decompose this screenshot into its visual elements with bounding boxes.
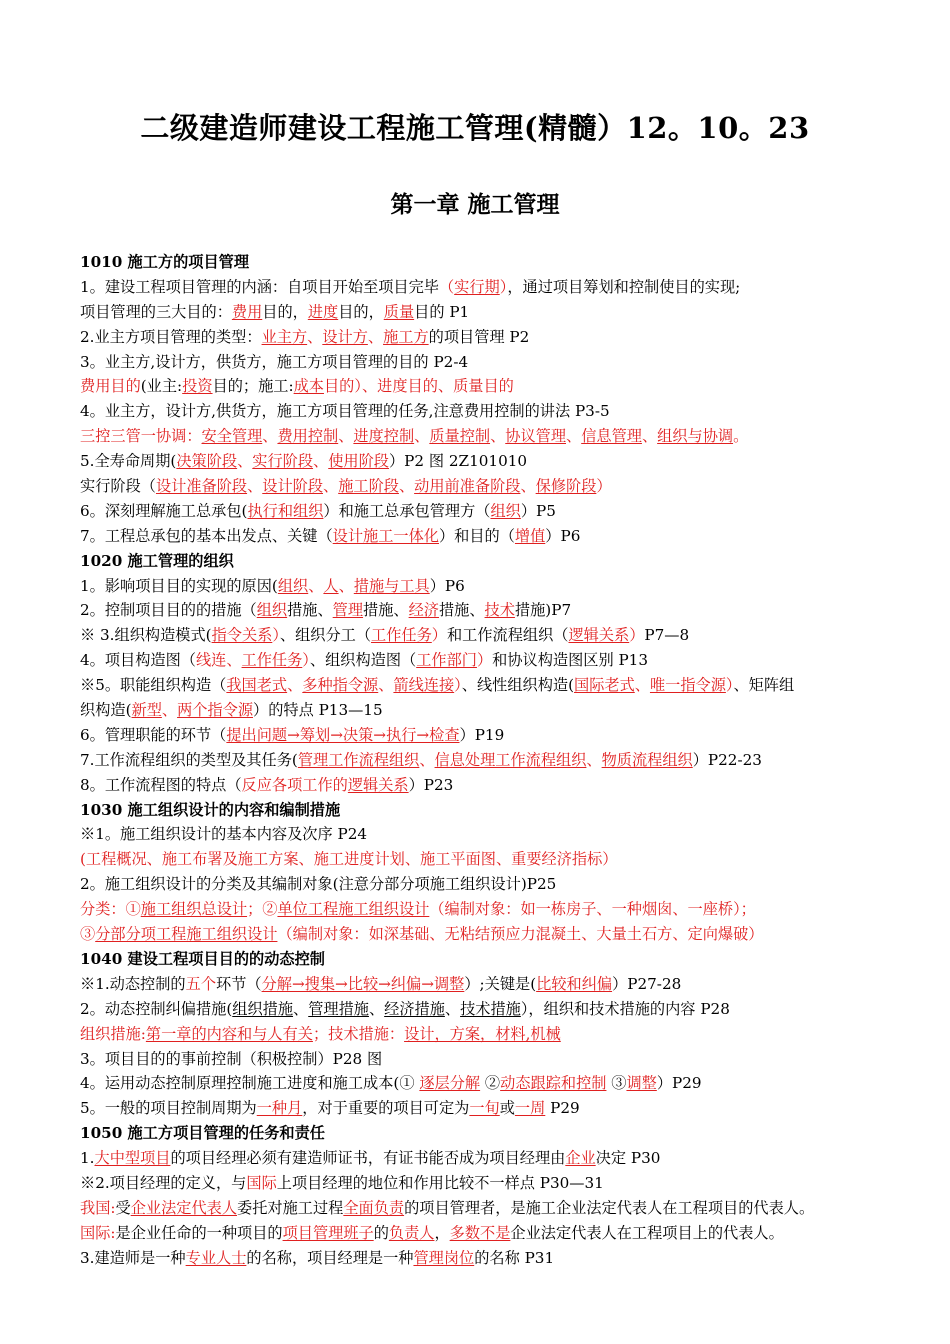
highlight-text: 、 [641, 427, 658, 446]
text-segment: P29 [545, 1099, 580, 1118]
highlight-text: 费用控制 [277, 427, 339, 446]
highlight-text: 负责人 [388, 1223, 435, 1242]
text-segment: 的名称 P31 [474, 1248, 555, 1267]
highlight-text: 设计准备阶段 [155, 477, 248, 496]
text-segment: 的项目管理 P2 [428, 327, 530, 346]
highlight-text: 专业人士 [185, 1248, 247, 1267]
highlight-text: ） [596, 477, 612, 496]
highlight-text: 企业 [565, 1149, 596, 1168]
document-title: 二级建造师建设工程施工管理(精髓）12。10。23 [140, 111, 810, 145]
text-segment: 环节（ [216, 974, 262, 993]
text-line [80, 350, 890, 375]
highlight-text: 设计阶段 [262, 477, 323, 496]
highlight-text: 五个 [185, 974, 216, 993]
text-line [80, 773, 890, 798]
highlight-text: 、 [226, 651, 242, 670]
text-segment: 措施、 [438, 601, 485, 620]
highlight-text: 设计施工一体化 [332, 526, 439, 545]
section-heading [80, 798, 890, 823]
highlight-text: 实行期 [454, 277, 500, 296]
text-line [80, 474, 890, 499]
text-segment: 1020 施工管理的组织 [80, 551, 234, 570]
text-line [80, 872, 890, 897]
text-segment: 的 [373, 1223, 389, 1242]
document-body [80, 250, 890, 1271]
highlight-text: 组织 [256, 601, 288, 620]
highlight-text: 国际老式 [574, 676, 635, 695]
text-segment: 3。项目目的的事前控制（积极控制）P28 图 [80, 1049, 383, 1068]
text-segment: 2。控制项目目的的措施（ [80, 601, 257, 620]
text-segment: 、 [444, 999, 461, 1018]
text-segment: 1030 施工组织设计的内容和编制措施 [80, 800, 341, 819]
highlight-text: 全面负责 [343, 1198, 405, 1217]
highlight-text: 项目管理班子 [282, 1223, 374, 1242]
text-segment: 1。影响项目目的实现的原因( [80, 576, 278, 595]
text-segment: ③ [606, 1074, 627, 1093]
highlight-text: 施工组织总设计 [140, 900, 248, 919]
text-segment: ）P27-28 [612, 974, 682, 993]
text-segment: 委托对施工过程 [237, 1198, 344, 1217]
highlight-text: 物质流程组织 [601, 750, 693, 769]
highlight-text: 、 [247, 477, 263, 496]
highlight-text: 管理 [332, 601, 364, 620]
text-segment: 4。运用动态控制原理控制施工进度和施工成本(① [80, 1074, 420, 1093]
highlight-text: 、 [262, 427, 278, 446]
text-segment: 的名称，项目经理是一种 [246, 1248, 414, 1267]
text-line [80, 972, 890, 997]
highlight-text: 进度控制 [353, 427, 415, 446]
text-segment: 织构造( [80, 701, 132, 720]
highlight-text: 组织与协调 [657, 427, 734, 446]
text-segment: 或 [499, 1099, 515, 1118]
highlight-text: 、 [308, 576, 324, 595]
text-segment: 1. [80, 1149, 95, 1168]
text-segment: 2.业主方项目管理的类型： [80, 327, 262, 346]
highlight-text: ） [499, 277, 508, 296]
text-line [80, 723, 890, 748]
text-segment: 管理措施 [308, 999, 369, 1018]
text-line [80, 997, 890, 1022]
highlight-text: 执行和组织 [247, 501, 324, 520]
highlight-text: 一周 [514, 1099, 546, 1118]
text-line [80, 673, 890, 698]
highlight-text: 措施与工具 [353, 576, 430, 595]
highlight-text: 分类：① [80, 900, 141, 919]
text-segment: 和工作流程组织（ [446, 626, 569, 645]
highlight-text: 信息管理 [581, 427, 642, 446]
text-segment: 的项目管理者，是施工企业法定代表人在工程项目的代表人。 [404, 1198, 815, 1217]
highlight-text: 组织 [277, 576, 309, 595]
highlight-text: 施工阶段 [338, 477, 399, 496]
text-segment: ）和目的（ [438, 526, 515, 545]
highlight-text: 协议管理 [505, 427, 566, 446]
highlight-text: 、 [287, 676, 303, 695]
highlight-text: 动用前准备阶段 [414, 477, 521, 496]
highlight-text: 一种月 [256, 1099, 303, 1118]
highlight-text: 设计，方案，材料,机械 [404, 1024, 561, 1043]
highlight-text: ③ [80, 925, 96, 944]
text-line [80, 1022, 890, 1047]
text-segment: ），组织和技术措施的内容 P28 [520, 999, 730, 1018]
text-segment: 目的， [262, 302, 308, 321]
highlight-text: ；技术措施： [312, 1024, 405, 1043]
text-segment: ）P6 [545, 526, 581, 545]
highlight-text: 实行阶段 [252, 452, 314, 471]
highlight-text: 使用阶段 [328, 452, 389, 471]
text-segment: ※ 3.组织构造模式( [80, 626, 212, 645]
highlight-text: 增值 [514, 526, 546, 545]
text-segment: 组织措施 [232, 999, 294, 1018]
text-line [80, 748, 890, 773]
text-segment: 的项目经理必须有建造师证书，有证书能否成为项目经理由 [170, 1149, 566, 1168]
text-segment: (业主: [140, 377, 183, 396]
highlight-text: 组织 [490, 501, 521, 520]
highlight-text: ） [272, 626, 280, 645]
text-segment: 6。管理职能的环节（ [80, 725, 227, 744]
highlight-text: 、 [490, 427, 506, 446]
text-segment: 3.建造师是一种 [80, 1248, 186, 1267]
highlight-text: 进度 [307, 302, 339, 321]
highlight-text: 三控三管一协调： [80, 427, 202, 446]
text-segment: 2。动态控制纠偏措施( [80, 999, 233, 1018]
highlight-text: 人 [323, 576, 339, 595]
text-line [80, 524, 890, 549]
text-segment: 、组织构造图（ [309, 651, 417, 670]
text-segment: 、线性组织构造( [461, 676, 575, 695]
text-line [80, 1171, 890, 1196]
text-segment: ）P23 [408, 775, 454, 794]
text-segment: 1。建设工程项目管理的内涵：自项目开始至项目完毕 [80, 277, 439, 296]
highlight-text: 分部分项工程施工组织设计 [95, 925, 278, 944]
text-line [80, 698, 890, 723]
highlight-text: 第一章的内容和与人有关 [145, 1024, 313, 1043]
highlight-text: 、 [367, 327, 384, 346]
text-segment: 措施、 [287, 601, 333, 620]
highlight-text: 指令关系 [211, 626, 273, 645]
highlight-text: 经济 [408, 601, 439, 620]
text-segment: 5.全寿命周期( [80, 452, 177, 471]
highlight-text: 国际: [80, 1223, 116, 1242]
text-segment: 2。施工组织设计的分类及其编制对象(注意分部分项施工组织设计)P25 [80, 875, 557, 894]
highlight-text: 成本 [293, 377, 324, 396]
highlight-text: 信息处理工作流程组织 [434, 750, 587, 769]
highlight-text: 质量控制 [429, 427, 491, 446]
highlight-text: 反应各项工作的 [241, 775, 348, 794]
highlight-text: 组织措施: [80, 1024, 146, 1043]
text-line [80, 648, 890, 673]
text-segment: ）P6 [429, 576, 465, 595]
text-line [80, 374, 890, 399]
text-line [80, 499, 890, 524]
highlight-text: ；② [247, 900, 278, 919]
text-line [80, 922, 890, 947]
highlight-text: 、进度目的、质量目的 [361, 377, 514, 396]
highlight-text: 逻辑关系 [568, 626, 630, 645]
text-line [80, 574, 890, 599]
text-segment: 措施、 [363, 601, 409, 620]
highlight-text: 、 [414, 427, 430, 446]
text-segment: ）P2 图 2Z101010 [388, 452, 528, 471]
highlight-text: 我国: [80, 1198, 116, 1217]
highlight-text: 保修阶段 [535, 477, 597, 496]
text-segment: 受 [115, 1198, 131, 1217]
text-line [80, 1196, 890, 1221]
text-segment: 决定 P30 [595, 1149, 661, 1168]
text-segment: 和协议构造图区别 P13 [492, 651, 649, 670]
highlight-text: 技术 [484, 601, 515, 620]
highlight-text: 费用目的 [80, 377, 141, 396]
highlight-text: （编制对象：如深基础、无粘结预应力混凝土、大量土石方、定向爆破） [277, 925, 764, 944]
text-segment: 目的 P1 [414, 302, 470, 321]
text-line [80, 1221, 890, 1246]
highlight-text: 、 [323, 477, 339, 496]
highlight-text: 唯一指令源 [649, 676, 726, 695]
text-segment: 8。工作流程图的特点（ [80, 775, 242, 794]
highlight-text: 管理岗位 [413, 1248, 475, 1267]
text-line [80, 399, 890, 424]
text-line [80, 424, 890, 449]
text-segment: 企业法定代表人在工程项目上的代表人。 [510, 1223, 784, 1242]
highlight-text: 工作任务 [371, 626, 432, 645]
highlight-text: 、 [634, 676, 650, 695]
text-segment: 目的， [338, 302, 384, 321]
highlight-text: 大中型项目 [94, 1149, 171, 1168]
text-line [80, 300, 890, 325]
highlight-text: 、 [338, 576, 354, 595]
text-line [80, 598, 890, 623]
highlight-text: 分解→搜集→比较→纠偏→调整 [261, 974, 465, 993]
highlight-text: ） [476, 651, 493, 670]
text-segment: ）;关键是( [464, 974, 537, 993]
highlight-text: ） [431, 626, 447, 645]
text-segment: 、 [368, 999, 385, 1018]
highlight-text: 、 [586, 750, 602, 769]
text-segment: ，通过项目筹划和控制使目的实现; [507, 277, 741, 296]
highlight-text: 、 [313, 452, 329, 471]
text-segment: 是企业任命的一种项目的 [115, 1223, 283, 1242]
highlight-text: 调整 [626, 1074, 657, 1093]
text-segment: 经济措施 [384, 999, 445, 1018]
highlight-text: 国际 [246, 1173, 277, 1192]
highlight-text: 、 [237, 452, 253, 471]
highlight-text: 、 [566, 427, 582, 446]
text-segment: ② [480, 1074, 501, 1093]
highlight-text: 工作任务 [241, 651, 303, 670]
text-segment: 上项目经理的地位和作用比较不一样点 P30—31 [276, 1173, 604, 1192]
highlight-text: 我国老式 [226, 676, 288, 695]
text-segment: ）P29 [656, 1074, 702, 1093]
text-segment: 措施)P7 [514, 601, 572, 620]
highlight-text: 设计方 [322, 327, 368, 346]
section-heading [80, 1121, 890, 1146]
text-segment: 1010 施工方的项目管理 [80, 253, 250, 271]
text-segment: ）和施工总承包管理方（ [323, 501, 491, 520]
highlight-text: 一旬 [469, 1099, 500, 1118]
highlight-text: 多数不是 [449, 1223, 511, 1242]
text-segment: 7。工程总承包的基本出发点、关键（ [80, 526, 333, 545]
highlight-text: 逐层分解 [419, 1074, 481, 1093]
text-line [80, 1246, 890, 1271]
text-segment: ※1。施工组织设计的基本内容及次序 P24 [80, 825, 368, 844]
section-heading [80, 250, 890, 275]
highlight-text: ） [454, 676, 462, 695]
highlight-text: 逻辑关系 [347, 775, 409, 794]
highlight-text: （编制对象：如一栋房子、一种烟囱、一座桥）； [429, 900, 756, 919]
highlight-text: 业主方 [261, 327, 308, 346]
highlight-text: 施工方 [383, 327, 429, 346]
highlight-text: 、 [307, 327, 323, 346]
highlight-text: 、 [161, 701, 178, 720]
text-line [80, 822, 890, 847]
section-heading [80, 549, 890, 574]
text-segment: ）P5 [520, 501, 556, 520]
highlight-text: 多种指令源 [302, 676, 379, 695]
text-line [80, 1146, 890, 1171]
text-segment: 7.工作流程组织的类型及其任务( [80, 750, 298, 769]
text-segment: 实行阶段（ [80, 477, 156, 496]
text-segment: 技术措施 [460, 999, 521, 1018]
text-line [80, 897, 890, 922]
text-segment: 6。深刻理解施工总承包( [80, 501, 248, 520]
text-segment: ※2.项目经理的定义，与 [80, 1173, 247, 1192]
highlight-text: 新型 [131, 701, 162, 720]
text-segment: ※1.动态控制的 [80, 974, 186, 993]
highlight-text: 单位工程施工组织设计 [277, 900, 430, 919]
text-line [80, 1071, 890, 1096]
text-line [80, 275, 890, 300]
highlight-text: 。 [733, 427, 749, 446]
text-segment: 、组织分工（ [279, 626, 372, 645]
text-segment: 、 [293, 999, 309, 1018]
highlight-text: 、 [338, 427, 354, 446]
text-segment: 、矩阵组 [733, 676, 795, 695]
text-segment: 1050 施工方项目管理的任务和责任 [80, 1124, 325, 1143]
highlight-text: 线连 [195, 651, 227, 670]
text-line [80, 449, 890, 474]
text-segment: ， [434, 1223, 450, 1242]
highlight-text: ） [629, 626, 645, 645]
highlight-text: 、 [398, 477, 415, 496]
text-segment: 1040 建设工程项目目的的动态控制 [80, 949, 325, 968]
text-line [80, 847, 890, 872]
highlight-text: 管理工作流程组织 [297, 750, 420, 769]
highlight-text: （ [438, 277, 455, 296]
highlight-text: 箭线连接 [393, 676, 455, 695]
text-segment: P7—8 [644, 626, 690, 645]
section-heading [80, 947, 890, 972]
text-segment: 4。项目构造图（ [80, 651, 196, 670]
highlight-text: 、 [378, 676, 394, 695]
text-segment: ）P19 [459, 725, 505, 744]
highlight-text: 、 [520, 477, 536, 496]
highlight-text: ） [725, 676, 734, 695]
highlight-text: (工程概况、施工布署及施工方案、施工进度计划、施工平面图、重要经济指标） [80, 850, 618, 869]
highlight-text: 企业法定代表人 [130, 1198, 237, 1217]
highlight-text: 目的） [323, 377, 362, 396]
text-line [80, 1096, 890, 1121]
highlight-text: 动态跟踪和控制 [500, 1074, 607, 1093]
text-segment: ）P22-23 [692, 750, 762, 769]
text-segment: ）的特点 P13—15 [253, 701, 383, 720]
text-segment: 目的；施工: [212, 377, 294, 396]
text-segment: ※5。职能组织构造（ [80, 676, 227, 695]
text-segment: ，对于重要的项目可定为 [302, 1099, 470, 1118]
highlight-text: ） [302, 651, 310, 670]
highlight-text: 投资 [182, 377, 213, 396]
text-line [80, 623, 890, 648]
highlight-text: 安全管理 [201, 427, 263, 446]
highlight-text: 提出问题→筹划→决策→执行→检查 [226, 725, 460, 744]
highlight-text: 费用 [231, 302, 263, 321]
highlight-text: 比较和纠偏 [536, 974, 613, 993]
highlight-text: 两个指令源 [177, 701, 253, 720]
chapter-heading: 第一章 施工管理 [390, 191, 560, 218]
text-segment: 项目管理的三大目的： [80, 302, 232, 321]
highlight-text: 、 [419, 750, 435, 769]
text-line [80, 1047, 890, 1072]
text-segment: 3。业主方,设计方，供货方，施工方项目管理的目的 P2-4 [80, 352, 469, 371]
text-line [80, 325, 890, 350]
highlight-text: 工作部门 [416, 651, 477, 670]
text-segment: 4。业主方，设计方,供货方，施工方项目管理的任务,注意费用控制的讲法 P3-5 [80, 402, 610, 421]
text-segment: 5。一般的项目控制周期为 [80, 1099, 257, 1118]
highlight-text: 质量 [383, 302, 415, 321]
highlight-text: 决策阶段 [176, 452, 238, 471]
